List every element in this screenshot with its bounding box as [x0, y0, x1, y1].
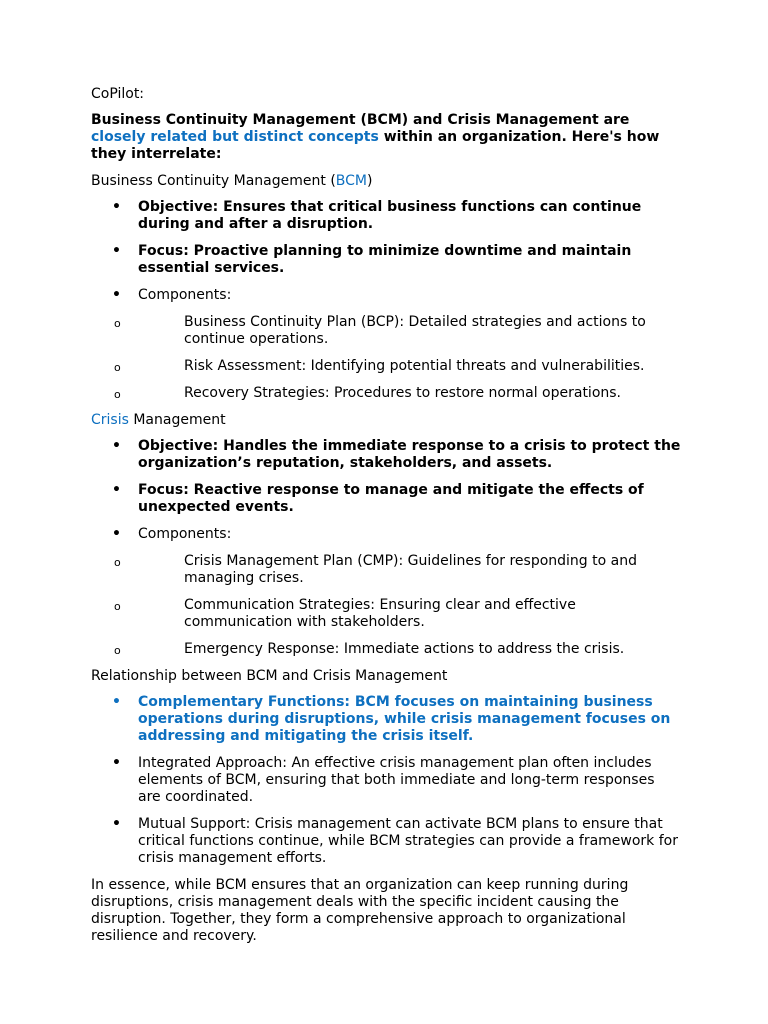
bcm-component: o Risk Assessment: Identifying potential threats and vulnerabilities. [91, 358, 681, 375]
bcm-heading-close: ) [367, 173, 373, 189]
crisis-components-list [91, 553, 681, 658]
intro-paragraph [91, 112, 681, 163]
bcm-focus: • Focus: Proactive planning to minimize downtime and maintain essential services. [91, 243, 681, 277]
bcm-heading-highlight: BCM [335, 173, 367, 189]
crisis-focus: • Focus: Reactive response to manage and mitigate the effects of unexpected events. [91, 482, 681, 516]
relationship-list [91, 694, 681, 867]
bcm-list [91, 199, 681, 402]
bcm-component: o Business Continuity Plan (BCP): Detailed strategies and actions to continue operations. [91, 314, 681, 348]
crisis-component: o Crisis Management Plan (CMP): Guidelines for responding to and managing crises. [91, 553, 681, 587]
conclusion-paragraph: In essence, while BCM ensures that an organization can keep running during disruptions, crisis management deals with the specific incident causing the disruption. Together, they form a comprehensive approach to organizational resilience and recovery. [91, 877, 629, 944]
bcm-components-item [91, 287, 681, 402]
relationship-item-mutual: • Mutual Support: Crisis management can activate BCM plans to ensure that critical functions continue, while BCM strategies can provide a framework for crisis management efforts. [91, 816, 681, 867]
intro-text-1: Business Continuity Management (BCM) and Crisis Management are [91, 112, 630, 128]
copilot-label: CoPilot: [91, 86, 145, 102]
bcm-component: o Recovery Strategies: Procedures to restore normal operations. [91, 385, 681, 402]
bcm-heading [91, 173, 681, 190]
intro-highlight: closely related but distinct concepts [91, 129, 379, 145]
relationship-heading: Relationship between BCM and Crisis Management [91, 668, 448, 684]
crisis-components-item [91, 526, 681, 658]
crisis-objective: • Objective: Handles the immediate response to a crisis to protect the organization’s reputation, stakeholders, and assets. [91, 438, 681, 472]
intro-text-2: within an organization. Here's how they interrelate: [91, 129, 660, 162]
crisis-component: o Emergency Response: Immediate actions to address the crisis. [91, 641, 681, 658]
bcm-components-list [91, 314, 681, 402]
crisis-component: o Communication Strategies: Ensuring clear and effective communication with stakeholders. [91, 597, 681, 631]
crisis-heading-highlight: Crisis [91, 412, 129, 428]
crisis-components-label: Components: [138, 526, 232, 542]
relationship-item-integrated: • Integrated Approach: An effective crisis management plan often includes elements of BCM, ensuring that both immediate and long-term responses are coordinated. [91, 755, 681, 806]
bcm-heading-text: Business Continuity Management ( [91, 173, 336, 189]
bcm-components-label: Components: [138, 287, 232, 303]
document-body [91, 86, 681, 945]
crisis-list [91, 438, 681, 658]
crisis-heading-text: Management [128, 412, 226, 428]
bcm-objective: • Objective: Ensures that critical business functions can continue during and after a disruption. [91, 199, 681, 233]
relationship-item-complementary: • Complementary Functions: BCM focuses on maintaining business operations during disruptions, while crisis management focuses on addressing and mitigating the crisis itself. [91, 694, 681, 745]
crisis-heading [91, 412, 681, 429]
